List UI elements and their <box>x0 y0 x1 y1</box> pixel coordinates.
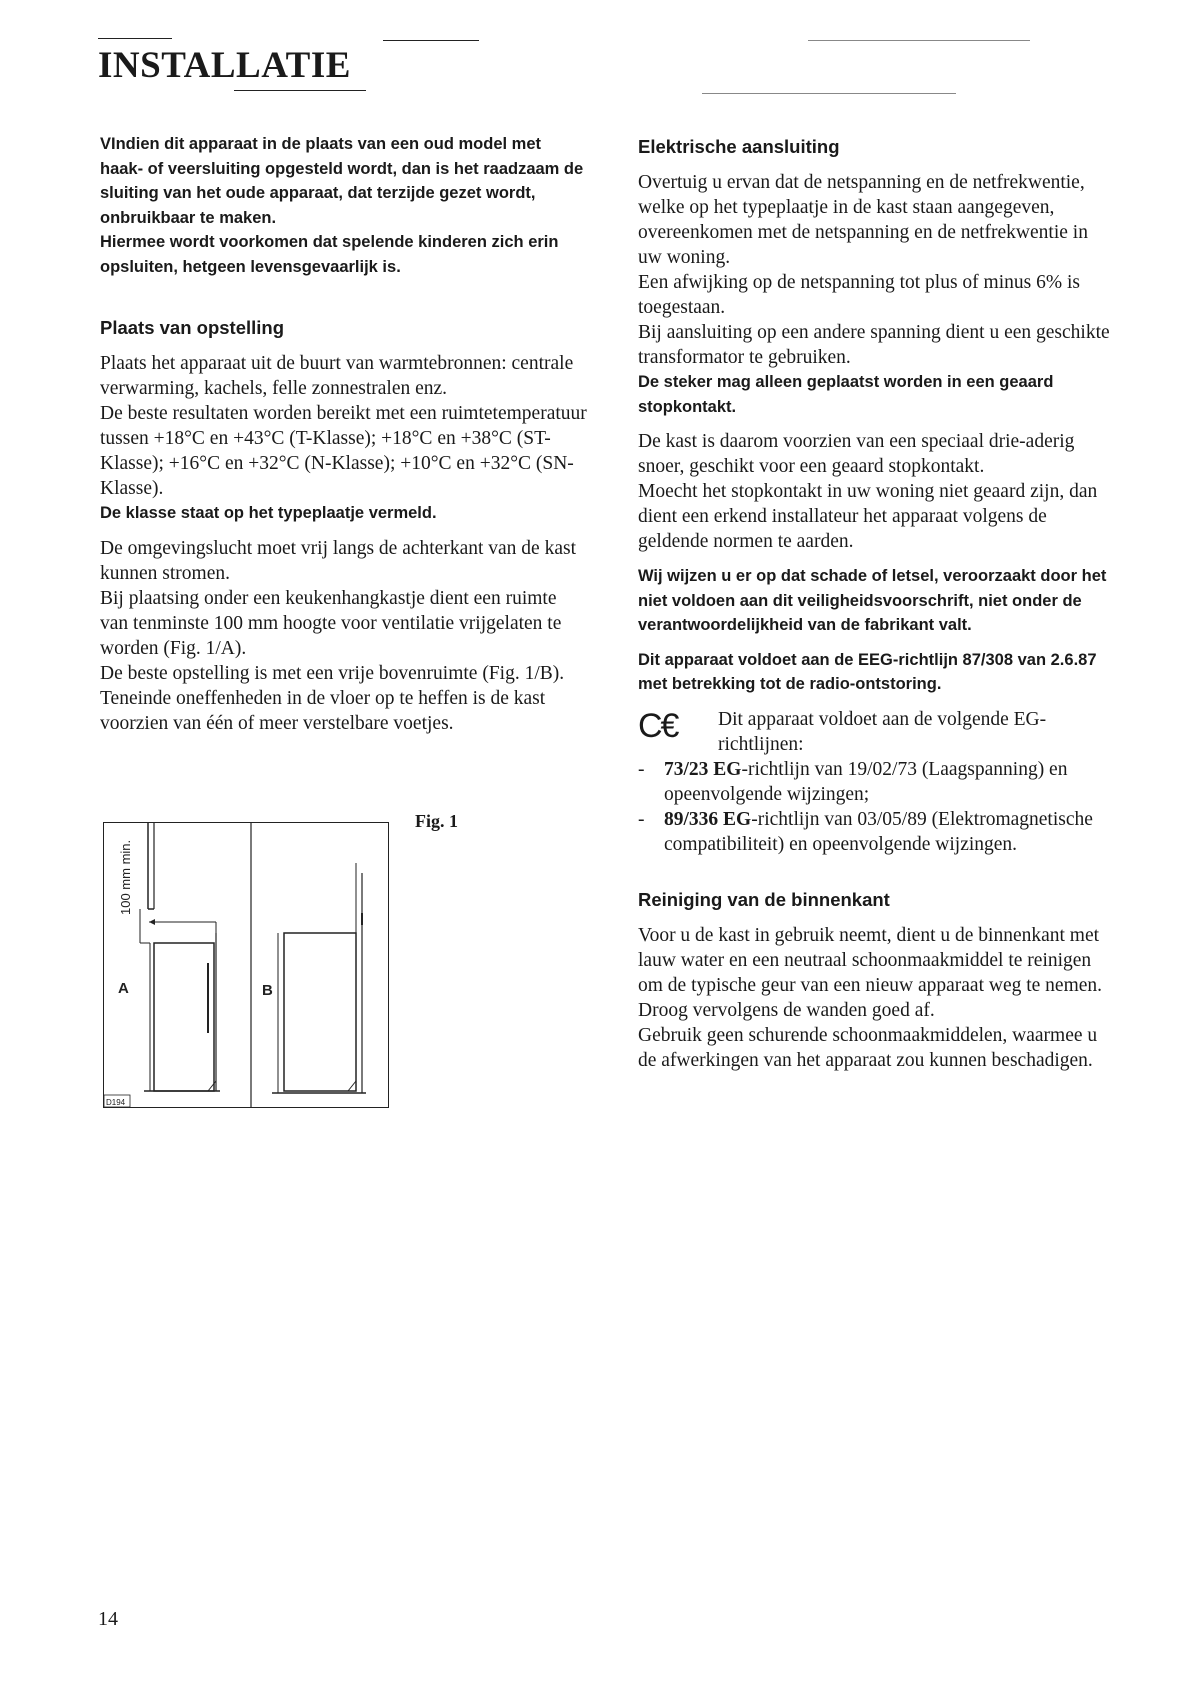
warning-paragraph-1: VIndien dit apparaat in de plaats van een oud model met haak- of veersluiting opgesteld wordt, dan is het raadzaam de sluiting van het oude apparaat, dat terzijde gezet wordt, onbruikbaar te maken. <box>100 135 584 227</box>
header-rule-under-right <box>702 93 956 94</box>
placement-paragraph-3: De omgevingslucht moet vrij langs de achterkant van de kast kunnen stromen. <box>100 537 576 584</box>
placement-paragraph-5: De beste opstelling is met een vrije bovenruimte (Fig. 1/B). <box>100 662 565 684</box>
electric-bold-note-1: De steker mag alleen geplaatst worden in een geaard stopkontakt. <box>638 373 1054 416</box>
header-rule-top-right <box>808 40 1030 41</box>
electric-paragraph-2: Een afwijking op de netspanning tot plus of minus 6% is toegestaan. <box>638 272 1080 318</box>
placement-heading: Plaats van opstelling <box>100 317 285 338</box>
electric-paragraph-3: Bij aansluiting op een andere spanning dient u een geschikte transformator te gebruiken. <box>638 322 1110 368</box>
page-number: 14 <box>98 1608 118 1630</box>
page-title: INSTALLATIE <box>98 45 351 86</box>
right-column <box>638 134 1112 1073</box>
header-rule-under-title <box>234 90 366 91</box>
directive-text: -richtlijn van 19/02/73 (Laagspanning) en opeenvolgende wijzingen; <box>664 758 1068 805</box>
electric-bold-note-3: Dit apparaat voldoet aan de EEG-richtlijn 87/308 van 2.6.87 met betrekking tot de radio-ontstoring. <box>638 650 1097 693</box>
placement-bold-note: De klasse staat op het typeplaatje vermeld. <box>100 504 437 522</box>
ce-declaration <box>638 707 1112 757</box>
figure-1-drawing <box>104 823 388 1107</box>
warning-paragraph-2: Hiermee wordt voorkomen dat spelende kinderen zich erin opsluiten, hetgeen levensgevaarlijk is. <box>100 233 559 276</box>
figure-1 <box>103 822 389 1108</box>
ce-mark-icon: C€ <box>638 706 678 745</box>
electric-paragraph-1: Overtuig u ervan dat de netspanning en de netfrekwentie, welke op het typeplaatje in de kast staan aangegeven, overeenkomen met de netspanning en de netfrekwentie in uw woning. <box>638 172 1088 268</box>
electric-paragraph-4: De kast is daarom voorzien van een speciaal drie-aderig snoer, geschikt voor een geaard stopkontakt. <box>638 431 1075 477</box>
header-rule-top-left <box>98 38 172 39</box>
left-column <box>100 132 588 736</box>
figure-label-b: B <box>262 982 273 999</box>
placement-paragraph-4: Bij plaatsing onder een keukenhangkastje dient een ruimte van tenminste 100 mm hoogte voor ventilatie vrijgelaten te worden (Fig. 1/A). <box>100 587 562 659</box>
placement-paragraph-2: De beste resultaten worden bereikt met een ruimtetemperatuur tussen +18°C en +43°C (T-Klasse); +18°C en +38°C (ST-Klasse); +16°C en +32°C (N-Klasse); +10°C en +32°C (SN-Klasse). <box>100 403 587 499</box>
directive-item: - 73/23 EG-richtlijn van 19/02/73 (Laagspanning) en opeenvolgende wijzingen; <box>638 758 1068 805</box>
placement-paragraph-6: Teneinde oneffenheden in de vloer op te heffen is de kast voorzien van één of meer verstelbare voetjes. <box>100 687 546 734</box>
electric-heading: Elektrische aansluiting <box>638 136 840 157</box>
placement-paragraph-1: Plaats het apparaat uit de buurt van warmtebronnen: centrale verwarming, kachels, felle zonnestralen enz. <box>100 353 574 399</box>
cleaning-paragraph-2: Gebruik geen schurende schoonmaakmiddelen, waarmee u de afwerkingen van het apparaat zou kunnen beschadigen. <box>638 1024 1098 1071</box>
ce-text: Dit apparaat voldoet aan de volgende EG-richtlijnen: <box>718 708 1047 755</box>
figure-caption: Fig. 1 <box>415 811 458 831</box>
electric-paragraph-5: Moecht het stopkontakt in uw woning niet geaard zijn, dan dient een erkend installateur het apparaat volgens de geldende normen te aarden. <box>638 481 1098 552</box>
header-rule-top-mid <box>383 40 479 41</box>
dimension-label: 100 mm min. <box>118 839 133 915</box>
cleaning-paragraph-1: Voor u de kast in gebruik neemt, dient u de binnenkant met lauw water en een neutraal schoonmaakmiddel te reinigen om de typische geur van een nieuw apparaat weg te nemen. Droog vervolgens de wanden goed af. <box>638 924 1103 1021</box>
directive-code: 73/23 EG <box>664 758 742 780</box>
directive-item: - 89/336 EG-richtlijn van 03/05/89 (Elektromagnetische compatibiliteit) en opeenvolgende wijzingen. <box>638 808 1093 855</box>
figure-code: D194 <box>106 1098 126 1107</box>
directive-code: 89/336 EG <box>664 808 752 830</box>
figure-label-a: A <box>118 980 129 997</box>
electric-bold-note-2: Wij wijzen u er op dat schade of letsel, veroorzaakt door het niet voldoen aan dit veiligheidsvoorschrift, niet onder de verantwoordelijkheid van de fabrikant valt. <box>638 567 1107 634</box>
cleaning-heading: Reiniging van de binnenkant <box>638 888 890 910</box>
directive-text: -richtlijn van 03/05/89 (Elektromagnetische compatibiliteit) en opeenvolgende wijzingen. <box>664 808 1093 855</box>
